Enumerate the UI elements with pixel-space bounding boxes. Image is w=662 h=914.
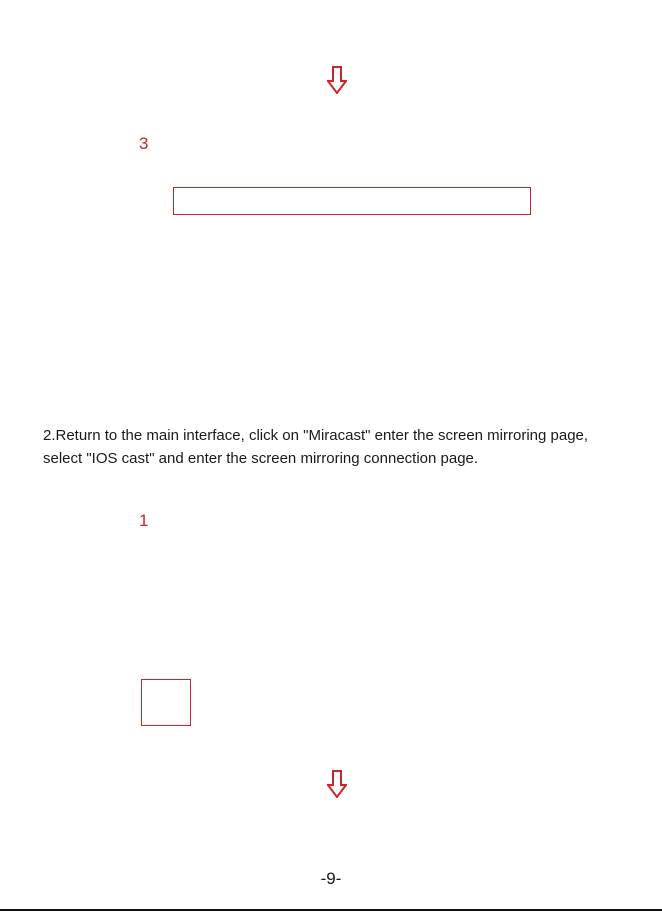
down-arrow-icon <box>327 770 347 798</box>
step-number-3: 3 <box>139 134 149 153</box>
down-arrow-icon <box>327 66 347 94</box>
instruction-line-1: 2.Return to the main interface, click on "Miracast" enter the screen mirroring page, <box>43 427 589 444</box>
instruction-text <box>43 424 643 470</box>
bottom-rule <box>0 909 662 911</box>
instruction-line-2: select "IOS cast" and enter the screen mirroring connection page. <box>43 450 479 467</box>
highlight-bar <box>173 187 531 215</box>
highlight-box <box>141 679 191 726</box>
page-number: -9- <box>320 869 342 888</box>
step-number-1: 1 <box>139 511 149 530</box>
